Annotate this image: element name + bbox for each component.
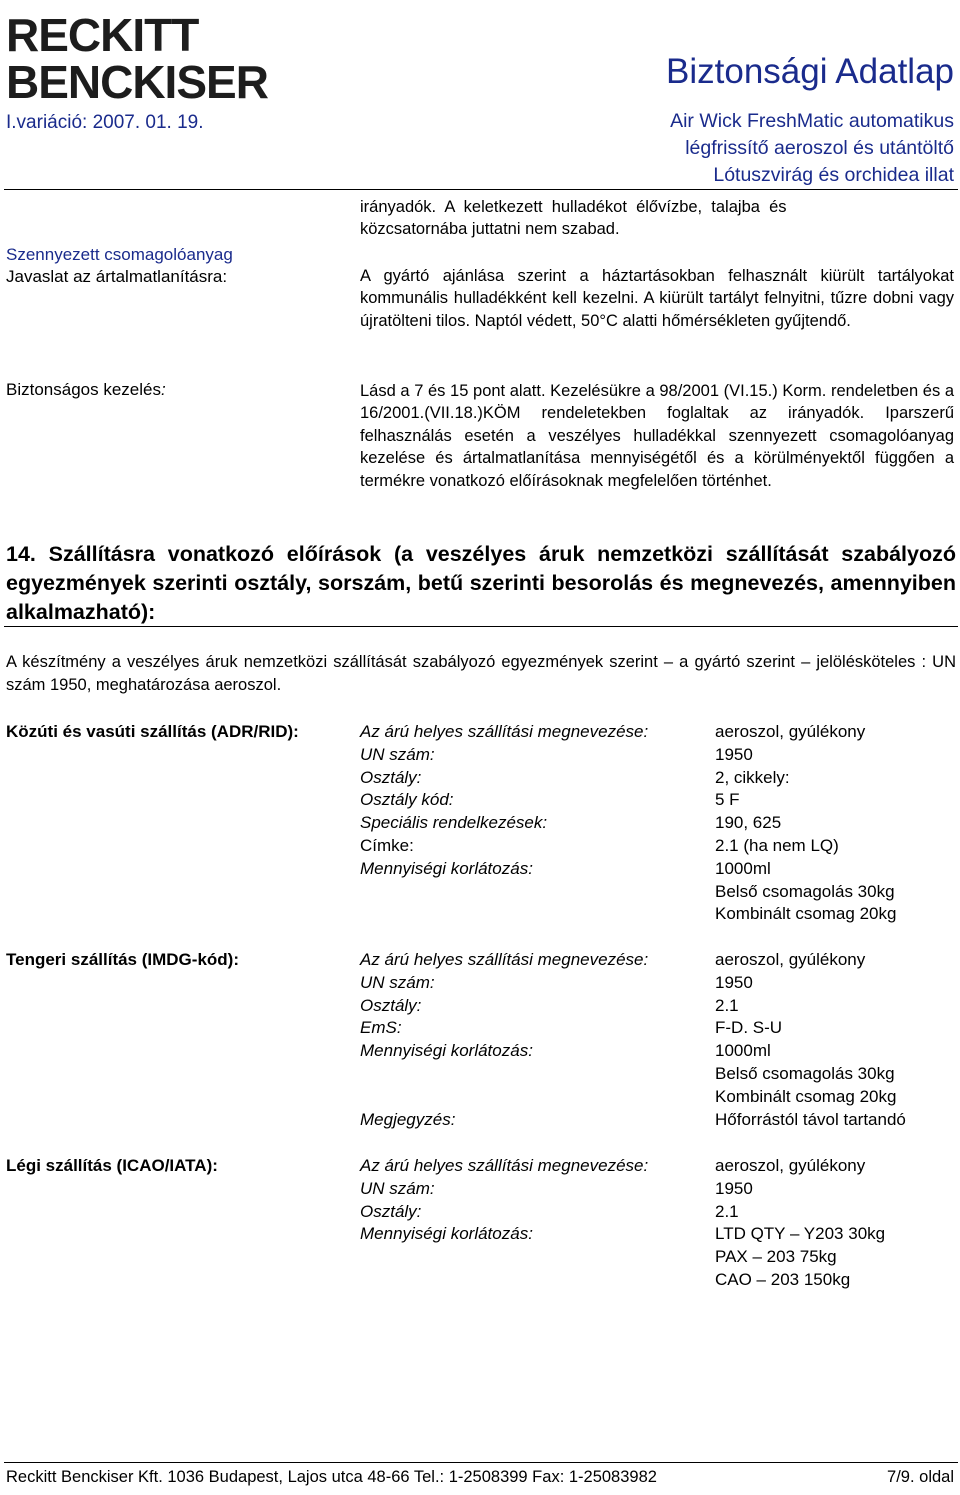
transport-row-key: UN szám: <box>360 744 435 764</box>
section-14-intro: A készítmény a veszélyes áruk nemzetközi szállítását szabályozó egyezmények szerint – a gyártó szerint – jelölésköteles : UN szám 1950, meghatározása aeroszol. <box>6 653 956 694</box>
transport-row-value: Hőforrástól távol tartandó <box>715 1109 906 1129</box>
transport-row-value: 1950 <box>715 972 753 992</box>
transport-row-value: 2, cikkely: <box>715 767 790 787</box>
footer-page-number: 7/9. oldal <box>887 1468 954 1486</box>
transport-row-key: Osztály: <box>360 995 422 1015</box>
safe-handling-label <box>6 379 166 401</box>
transport-row-value: aeroszol, gyúlékony <box>715 1156 866 1175</box>
transport-row-key: UN szám: <box>360 1178 435 1198</box>
reckitt-benckiser-logo <box>4 8 294 103</box>
transport-row-value: aeroszol, gyúlékony <box>715 722 866 741</box>
top-paragraph <box>360 196 954 241</box>
header-divider <box>4 189 958 190</box>
transport-row-key: Osztály: <box>360 1201 422 1221</box>
transport-row-value: Kombinált csomag 20kg <box>715 904 897 924</box>
transport-row-key: Osztály: <box>360 767 422 787</box>
transport-row-value: 1950 <box>715 744 753 764</box>
transport-road-rail-label: Közúti és vasúti szállítás (ADR/RID): <box>6 722 299 741</box>
packaging-label-line1: Szennyezett csomagolóanyag <box>6 245 233 264</box>
packaging-label-line2: Javaslat az ártalmatlanításra: <box>6 267 228 286</box>
safe-handling-text: Lásd a 7 és 15 pont alatt. Kezelésükre a 98/2001 (VI.15.) Korm. rendeletben és a 16/2001.(VII.18.)KÖM rendeletekben foglaltak az irányadók. Iparszerű felhasználás esetén a veszélyes hulladékkal szennyezett csomagolóanyag kezelése és ártalmatlanítása mennyiségétől és a körülményektől függően a termékre vonatkozó előírásoknak megfelelően történhet. <box>360 382 954 490</box>
transport-air-label: Légi szállítás (ICAO/IATA): <box>6 1156 218 1175</box>
transport-row-key: Az árú helyes szállítási megnevezése: <box>360 1156 649 1175</box>
transport-row-value: 2.1 (ha nem LQ) <box>715 836 839 855</box>
transport-row-value: 5 F <box>715 790 740 810</box>
transport-row-key: EmS: <box>360 1018 402 1038</box>
document-title: Biztonsági Adatlap <box>666 52 954 91</box>
transport-row-value: Kombinált csomag 20kg <box>715 1086 897 1106</box>
transport-row-value: 1950 <box>715 1178 753 1198</box>
transport-row-key: Megjegyzés: <box>360 1109 456 1129</box>
footer <box>6 1468 954 1487</box>
logo-line2: BENCKISER <box>6 56 268 103</box>
transport-row-key: Mennyiségi korlátozás: <box>360 1041 533 1061</box>
transport-row-key: Címke: <box>360 836 414 855</box>
packaging-text: A gyártó ajánlása szerint a háztartásokban felhasznált kiürült tartályokat kommunális hulladékként kell kezelni. A kiürült tartályt felnyitni, tűzre dobni vagy újratölteni tilos. Naptól védett, 50°C alatti hőmérsékleten gyűjtendő. <box>360 267 954 330</box>
product-name-line2: légfrissítő aeroszol és utántöltő <box>685 137 954 159</box>
transport-row-value: LTD QTY – Y203 30kg <box>715 1224 886 1244</box>
section-14-heading: 14. Szállításra vonatkozó előírások (a veszélyes áruk nemzetközi szállítását szabályozó egyezmények szerinti osztály, sorszám, betű szerinti besorolás és megnevezés, amennyiben alkalmazható): <box>6 542 956 624</box>
product-name-line1: Air Wick FreshMatic automatikus <box>670 110 954 132</box>
transport-row-value: PAX – 203 75kg <box>715 1247 837 1267</box>
transport-row-value: aeroszol, gyúlékony <box>715 950 866 969</box>
safe-handling-label-colon: : <box>160 380 166 399</box>
transport-row-key: Az árú helyes szállítási megnevezése: <box>360 950 649 969</box>
transport-row-value: Belső csomagolás 30kg <box>715 881 895 901</box>
logo-line1: RECKITT <box>6 9 199 61</box>
transport-sea-label: Tengeri szállítás (IMDG-kód): <box>6 950 239 969</box>
transport-row-key: Speciális rendelkezések: <box>360 813 548 833</box>
transport-row-key: Mennyiségi korlátozás: <box>360 858 533 878</box>
footer-company: Reckitt Benckiser Kft. 1036 Budapest, Lajos utca 48-66 Tel.: 1-2508399 Fax: 1-25083982 <box>6 1468 657 1486</box>
transport-row-key: Az árú helyes szállítási megnevezése: <box>360 722 649 741</box>
transport-row-value: CAO – 203 150kg <box>715 1270 851 1289</box>
transport-row-value: 1000ml <box>715 858 771 878</box>
transport-row-key: Osztály kód: <box>360 790 454 810</box>
transport-row-value: F-D. S-U <box>715 1018 783 1038</box>
transport-row-key: Mennyiségi korlátozás: <box>360 1224 533 1244</box>
footer-divider <box>4 1462 958 1463</box>
variation-date: I.variáció: 2007. 01. 19. <box>6 112 204 133</box>
transport-row-value: 2.1 <box>715 995 739 1015</box>
top-paragraph-line2: közcsatornába juttatni nem szabad. <box>360 220 620 239</box>
transport-row-value: 2.1 <box>715 1201 739 1221</box>
safe-handling-label-main: Biztonságos kezelés <box>6 380 161 399</box>
top-paragraph-line1: irányadók. A keletkezett hulladékot élővízbe, talajba és <box>360 198 787 216</box>
product-name-line3: Lótuszvirág és orchidea illat <box>713 164 954 186</box>
transport-row-key: UN szám: <box>360 972 435 992</box>
transport-row-value: Belső csomagolás 30kg <box>715 1064 895 1083</box>
section-14-divider <box>4 626 958 627</box>
transport-row-value: 190, 625 <box>715 813 782 833</box>
transport-row-value: 1000ml <box>715 1041 771 1061</box>
